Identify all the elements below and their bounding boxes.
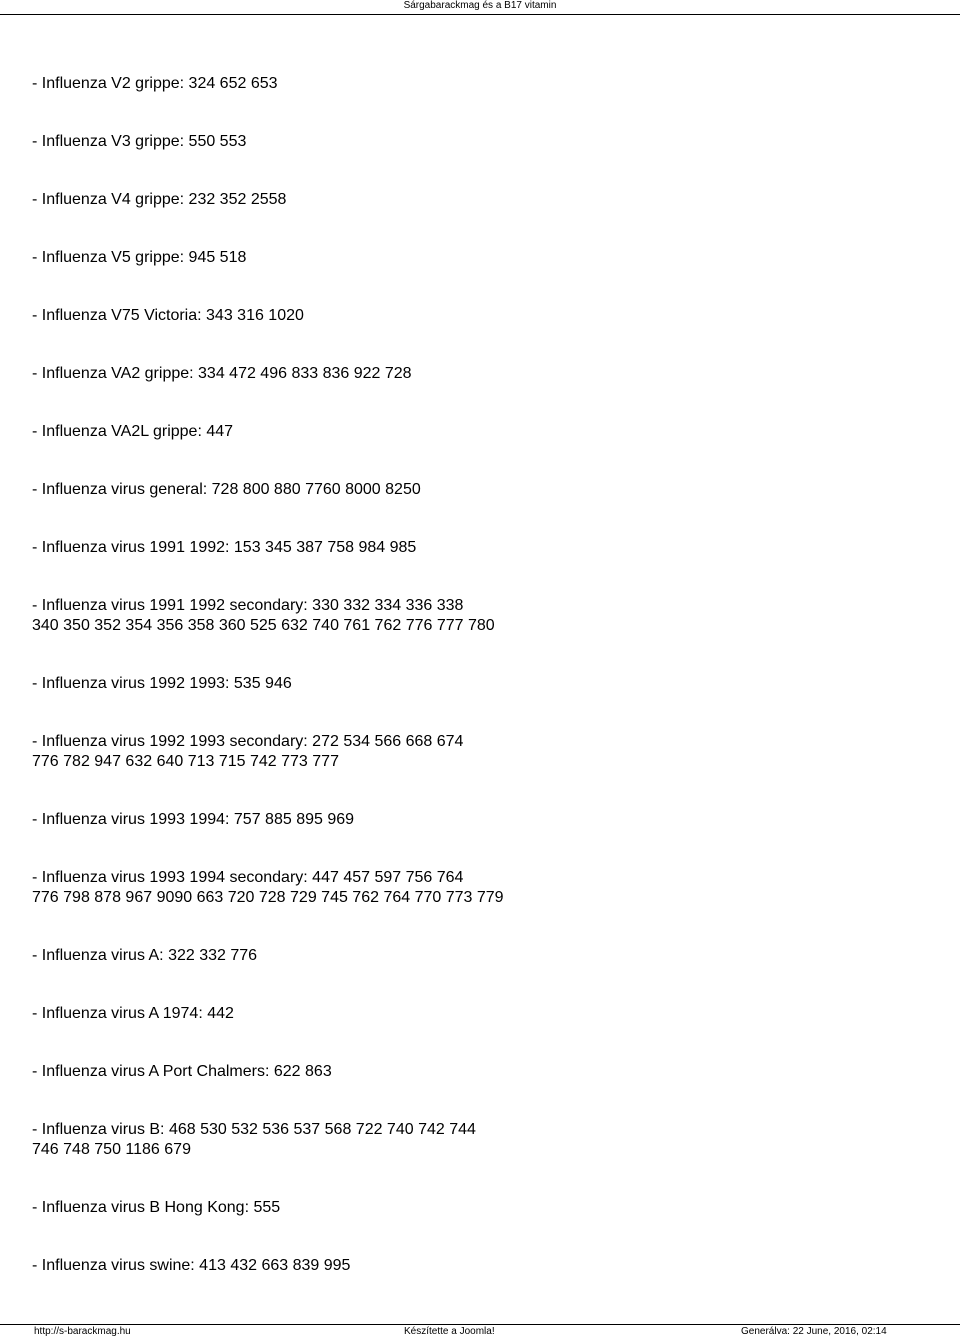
list-item-line: - Influenza virus A Port Chalmers: 622 863 — [32, 1063, 332, 1080]
list-item — [32, 1198, 932, 1218]
list-item-line: - Influenza V75 Victoria: 343 316 1020 — [32, 307, 304, 324]
footer-generated-date: Generálva: 22 June, 2016, 02:14 — [741, 1326, 887, 1337]
list-item-line: - Influenza virus 1992 1993 secondary: 272 534 566 668 674 — [32, 733, 464, 750]
frequency-list — [32, 74, 932, 1314]
list-item-line: - Influenza virus 1991 1992: 153 345 387 758 984 985 — [32, 539, 417, 556]
list-item — [32, 1256, 932, 1276]
list-item-line: - Influenza V2 grippe: 324 652 653 — [32, 75, 278, 92]
page-header — [0, 0, 960, 15]
list-item — [32, 74, 932, 94]
list-item — [32, 480, 932, 500]
list-item — [32, 422, 932, 442]
list-item — [32, 1062, 932, 1082]
footer-url-link[interactable]: http://s-barackmag.hu — [34, 1326, 131, 1337]
list-item-line: - Influenza virus B Hong Kong: 555 — [32, 1199, 281, 1216]
list-item — [32, 248, 932, 268]
list-item-line: 746 748 750 1186 679 — [32, 1141, 191, 1158]
list-item — [32, 132, 932, 152]
list-item — [32, 1120, 932, 1160]
page-title: Sárgabarackmag és a B17 vitamin — [403, 0, 557, 11]
list-item-line: - Influenza virus A 1974: 442 — [32, 1005, 234, 1022]
list-item-line: - Influenza V5 grippe: 945 518 — [32, 249, 247, 266]
list-item-line: - Influenza virus 1993 1994 secondary: 447 457 597 756 764 — [32, 869, 464, 886]
list-item — [32, 364, 932, 384]
list-item — [32, 596, 932, 636]
list-item — [32, 674, 932, 694]
list-item-line: - Influenza V3 grippe: 550 553 — [32, 133, 247, 150]
page-footer — [0, 1324, 960, 1339]
list-item-line: - Influenza virus 1991 1992 secondary: 330 332 334 336 338 — [32, 597, 464, 614]
list-item — [32, 1004, 932, 1024]
list-item-line: 776 782 947 632 640 713 715 742 773 777 — [32, 753, 339, 770]
list-item — [32, 810, 932, 830]
list-item-line: - Influenza virus B: 468 530 532 536 537 568 722 740 742 744 — [32, 1121, 476, 1138]
list-item — [32, 190, 932, 210]
list-item-line: - Influenza VA2 grippe: 334 472 496 833 836 922 728 — [32, 365, 412, 382]
list-item-line: - Influenza virus general: 728 800 880 7760 8000 8250 — [32, 481, 421, 498]
list-item-line: - Influenza virus 1993 1994: 757 885 895 969 — [32, 811, 355, 828]
list-item-line: 340 350 352 354 356 358 360 525 632 740 761 762 776 777 780 — [32, 617, 495, 634]
list-item — [32, 946, 932, 966]
list-item — [32, 538, 932, 558]
list-item-line: - Influenza virus swine: 413 432 663 839 995 — [32, 1257, 351, 1274]
list-item — [32, 732, 932, 772]
list-item — [32, 868, 932, 908]
list-item-line: - Influenza virus 1992 1993: 535 946 — [32, 675, 292, 692]
footer-credit: Készítette a Joomla! — [404, 1326, 495, 1337]
list-item-line: - Influenza VA2L grippe: 447 — [32, 423, 234, 440]
list-item-line: - Influenza V4 grippe: 232 352 2558 — [32, 191, 287, 208]
list-item-line: - Influenza virus A: 322 332 776 — [32, 947, 258, 964]
list-item-line: 776 798 878 967 9090 663 720 728 729 745 762 764 770 773 779 — [32, 889, 504, 906]
list-item — [32, 306, 932, 326]
